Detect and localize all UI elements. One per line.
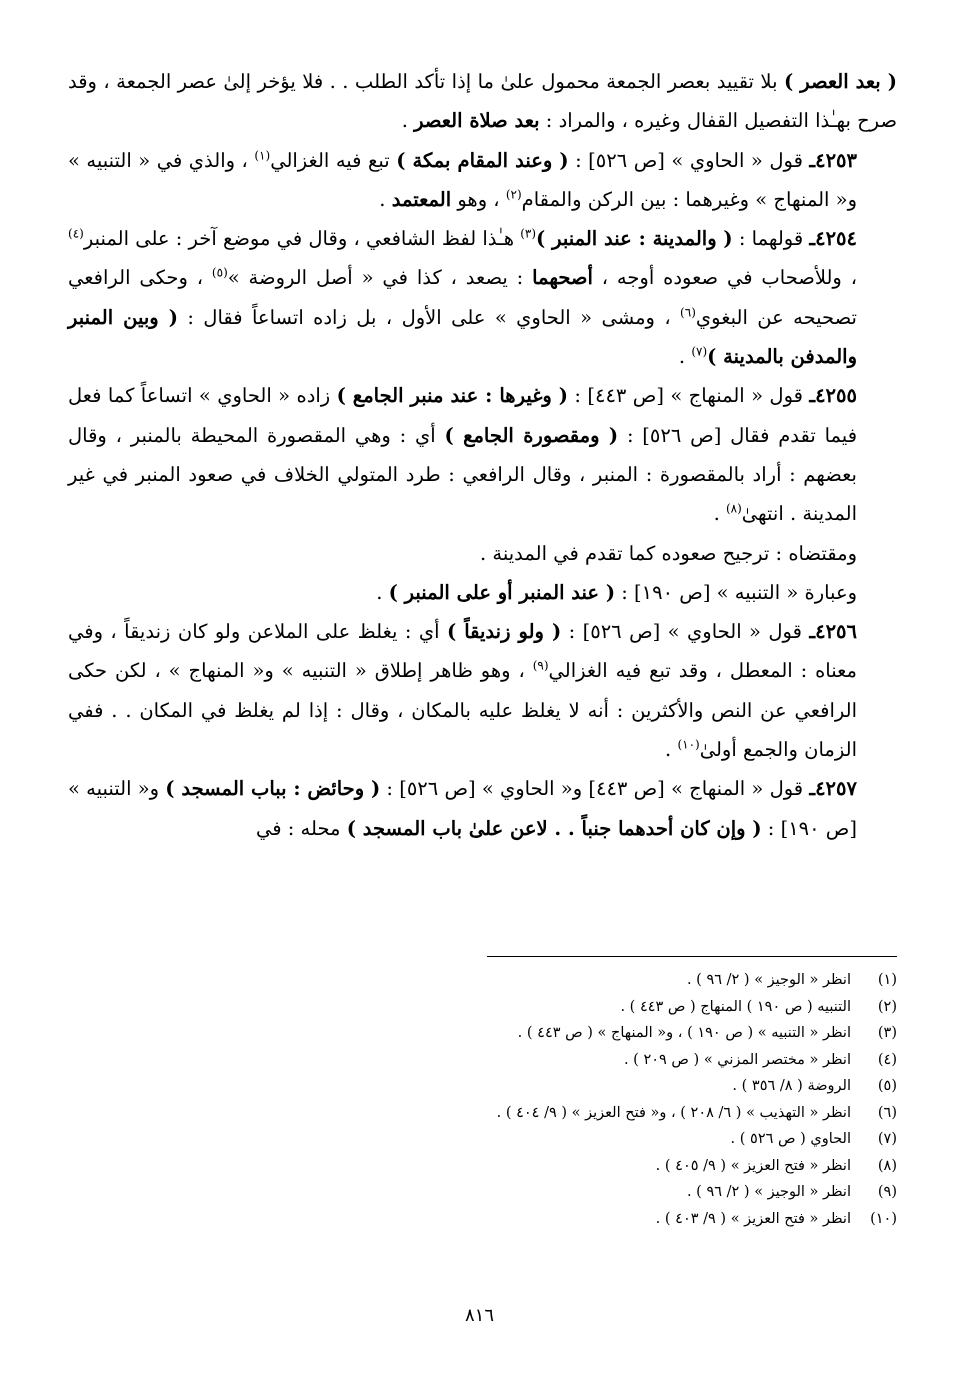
text-segment: قول « الحاوي » [ص ٥٢٦] :: [568, 148, 810, 172]
text-segment: : يصعد ، كذا في « أصل الروضة »: [227, 266, 533, 290]
text-segment: ( وغيرها : عند منبر الجامع ): [336, 384, 569, 408]
footnote: [62, 1020, 897, 1047]
text-segment: .: [713, 502, 726, 526]
text-segment: قولهما :: [732, 227, 810, 251]
text-segment: .: [379, 187, 392, 211]
footnote-number: (٦): [877, 1104, 897, 1121]
text-segment: تبع فيه الغزالي: [270, 148, 397, 172]
text-segment: ومقتضاه : ترجيح صعوده كما تقدم في المدينة .: [480, 541, 857, 565]
footnote-number: (٣): [877, 1025, 897, 1041]
text-segment: قول « الحاوي » [ص ٥٢٦] :: [561, 620, 810, 644]
footnote-ref: (٦): [680, 305, 696, 320]
footnote: [62, 1126, 897, 1153]
text-segment: ( ولو زنديقاً ): [446, 620, 562, 644]
footnote: [62, 1179, 897, 1206]
footnote-ref: (٨): [725, 501, 742, 516]
footnote-number: (٥): [877, 1078, 897, 1094]
footnote: [62, 994, 897, 1021]
text-segment: .: [678, 345, 692, 369]
footnote-number: (٤): [877, 1051, 897, 1068]
footnote-separator: [487, 956, 897, 957]
text-segment: بلا تقييد بعصر الجمعة محمول علىٰ ما إذا تأكد الطلب . . فلا يؤخر إلىٰ عصر الجمعة ، وقد صرح بهـٰذا التفصيل القفال وغيره ، والمراد :: [68, 70, 897, 133]
footnote-ref: (٩): [532, 658, 549, 673]
footnote: [62, 1153, 897, 1180]
text-segment: .: [376, 580, 389, 604]
text-segment: ، ومشى « الحاوي » على الأول ، بل زاده اتساعاً فقال :: [177, 305, 681, 329]
text-segment: أي : يغلظ على الملاعن ولو كان زنديقاً ، وفي معناه : المعطل ، وقد تبع فيه الغزالي: [68, 620, 857, 683]
footnote-number: (١٠): [870, 1210, 897, 1227]
text-segment: بعد صلاة العصر: [414, 109, 540, 133]
footnote-text: انظر « الوجيز » ( ٢/ ٩٦ ) .: [686, 1184, 851, 1200]
footnote: [62, 1100, 897, 1127]
footnote-text: انظر « التنبيه » ( ص ١٩٠ ) ، و« المنهاج » ( ص ٤٤٣ ) .: [517, 1025, 851, 1041]
footnote-number: (٩): [877, 1184, 897, 1200]
paragraph: [68, 534, 897, 573]
text-segment: ٤٢٥٥ـ: [809, 384, 857, 408]
footnote-ref: (١٠): [677, 737, 700, 752]
text-segment: ٤٢٥٤ـ: [809, 227, 858, 251]
footnote-number: (٨): [877, 1157, 897, 1174]
text-segment: ( عند المنبر أو على المنبر ): [388, 580, 616, 604]
footnote-number: (٢): [877, 998, 897, 1015]
text-segment: ( وبين المنبر والمدفن بالمدينة ): [68, 305, 857, 369]
text-segment: ( وحائض : بباب المسجد ): [165, 777, 381, 801]
text-segment: ، وللأصحاب في صعوده أوجه ،: [592, 266, 857, 290]
footnote-text: انظر « مختصر المزني » ( ص ٢٠٩ ) .: [623, 1051, 851, 1068]
footnote: [62, 967, 897, 994]
footnote-number: (٧): [877, 1131, 897, 1147]
paragraph: [68, 141, 897, 220]
text-segment: ٤٢٥٦ـ: [809, 620, 857, 644]
footnote-text: الروضة ( ٨/ ٣٥٦ ) .: [732, 1078, 851, 1094]
footnote-number: (١): [877, 972, 897, 988]
text-segment: ( بعد العصر ): [783, 70, 897, 93]
paragraph: [68, 376, 897, 533]
paragraph: [68, 769, 897, 848]
text-segment: ( وإن كان أحدهما جنباً . . لاعن علىٰ باب المسجد ): [346, 816, 762, 840]
footnote-ref: (٢): [505, 187, 522, 202]
text-segment: ( ومقصورة الجامع ): [444, 423, 619, 447]
text-segment: قول « المنهاج » [ص ٤٤٣] و« الحاوي » [ص ٥٢٦] :: [380, 777, 810, 801]
footnote-text: انظر « الوجيز » ( ٢/ ٩٦ ) .: [686, 972, 851, 988]
footnote-text: التنبيه ( ص ١٩٠ ) المنهاج ( ص ٤٤٣ ) .: [620, 998, 851, 1015]
text-segment: ( وعند المقام بمكة ): [396, 148, 569, 172]
footnote-ref: (١): [254, 148, 271, 163]
paragraph: [68, 62, 897, 141]
text-segment: ٤٢٥٣ـ: [809, 148, 858, 172]
footnote-text: انظر « فتح العزيز » ( ٩/ ٤٠٥ ) .: [655, 1157, 851, 1174]
text-segment: هـٰذا لفظ الشافعي ، وقال في موضع آخر : على المنبر: [83, 227, 521, 251]
footnote-ref: (٤): [68, 226, 84, 241]
main-text: [68, 62, 897, 848]
text-segment: وعبارة « التنبيه » [ص ١٩٠] :: [615, 580, 857, 604]
text-segment: و« التنبيه » [ص ١٩٠] :: [68, 777, 857, 840]
text-segment: محله : في: [256, 816, 347, 840]
text-segment: قول « المنهاج » [ص ٤٤٣] :: [568, 384, 810, 408]
text-segment: ، وحكى الرافعي تصحيحه عن البغوي: [68, 266, 857, 329]
text-segment: أصحهما: [532, 266, 593, 290]
text-segment: ، وهو: [451, 187, 506, 211]
text-segment: ، والذي في « التنبيه » و« المنهاج » وغيرهما : بين الركن والمقام: [68, 148, 857, 211]
footnote: [62, 1206, 897, 1233]
text-segment: ، وهو ظاهر إطلاق « التنبيه » و« المنهاج » ، لكن حكى الرافعي عن النص والأكثرين : أنه لا يغلظ عليه بالمكان ، وقال : إذا لم يغلظ في المكان . . ففي الزمان والجمع أولىٰ: [68, 659, 857, 762]
footnote: [62, 1047, 897, 1074]
text-segment: .: [401, 109, 415, 133]
footnote-text: الحاوي ( ص ٥٢٦ ) .: [730, 1131, 851, 1147]
footnote-ref: (٥): [211, 265, 228, 280]
footnote-ref: (٧): [691, 344, 708, 359]
footnote-text: انظر « التهذيب » ( ٦/ ٢٠٨ ) ، و« فتح العزيز » ( ٩/ ٤٠٤ ) .: [496, 1104, 851, 1121]
paragraph: [68, 573, 897, 612]
paragraph: [68, 219, 897, 376]
text-segment: ( والمدينة : عند المنبر ): [536, 227, 733, 251]
footnote: [62, 1073, 897, 1100]
paragraph: [68, 612, 897, 769]
text-segment: .: [665, 738, 678, 762]
footnote-text: انظر « فتح العزيز » ( ٩/ ٤٠٣ ) .: [655, 1210, 851, 1227]
footnote-ref: (٣): [520, 226, 537, 241]
page-number: ٨١٦: [464, 1305, 494, 1326]
text-segment: المعتمد: [391, 187, 452, 211]
text-segment: زاده « الحاوي » اتساعاً كما فعل فيما تقدم فقال [ص ٥٢٦] :: [68, 384, 858, 447]
text-segment: أي : وهي المقصورة المحيطة بالمنبر ، وقال بعضهم : أراد بالمقصورة : المنبر ، وقال الرافعي : طرد المتولي الخلاف في صعود المنبر في غير المدينة . انتهىٰ: [68, 423, 857, 526]
text-segment: ٤٢٥٧ـ: [809, 777, 857, 801]
footnotes: [62, 967, 897, 1232]
